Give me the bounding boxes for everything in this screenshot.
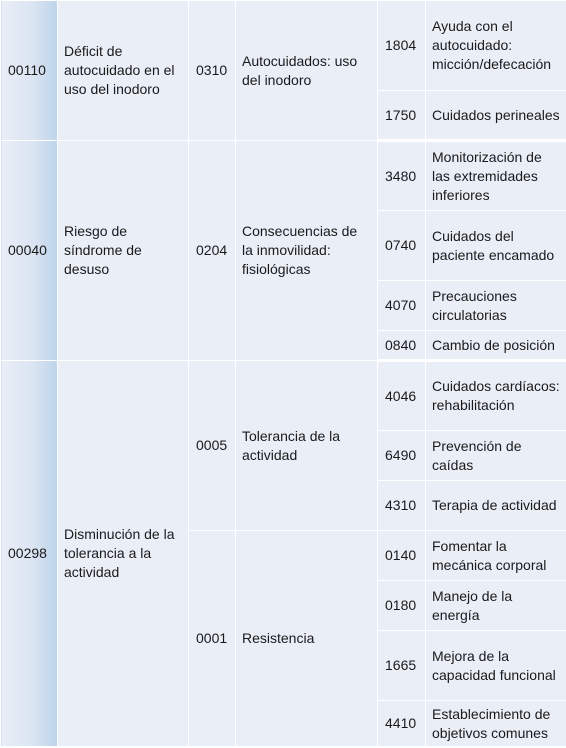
diagnosis-code: 00298 [1, 361, 58, 747]
intervention-label: Establecimiento de objetivos comunes [426, 701, 566, 747]
outcome-label: Consecuencias de la inmovilidad: fisiológicas [236, 141, 378, 361]
diagnosis-label: Riesgo de síndrome de desuso [58, 141, 189, 361]
intervention-code: 4070 [378, 281, 426, 331]
intervention-label: Mejora de la capacidad funcional [426, 631, 566, 701]
intervention-code: 6490 [378, 431, 426, 481]
intervention-code: 0840 [378, 331, 426, 361]
intervention-label: Monitorización de las extremidades inferiores [426, 141, 566, 211]
intervention-code: 1665 [378, 631, 426, 701]
intervention-code: 0140 [378, 531, 426, 581]
outcome-label: Resistencia [236, 531, 378, 747]
diagnosis-code: 00110 [1, 1, 58, 141]
intervention-code: 4046 [378, 361, 426, 431]
intervention-label: Fomentar la mecánica corporal [426, 531, 566, 581]
outcome-code: 0310 [189, 1, 236, 141]
intervention-label: Precauciones circulatorias [426, 281, 566, 331]
intervention-code: 4410 [378, 701, 426, 747]
intervention-code: 4310 [378, 481, 426, 531]
outcome-code: 0005 [189, 361, 236, 531]
intervention-label: Ayuda con el autocuidado: micción/defecación [426, 1, 566, 91]
intervention-code: 3480 [378, 141, 426, 211]
intervention-code: 0180 [378, 581, 426, 631]
intervention-label: Terapia de actividad [426, 481, 566, 531]
outcome-label: Autocuidados: uso del inodoro [236, 1, 378, 141]
intervention-label: Cuidados cardíacos: rehabilitación [426, 361, 566, 431]
intervention-code: 1804 [378, 1, 426, 91]
diagnosis-label: Déficit de autocuidado en el uso del inodoro [58, 1, 189, 141]
outcome-code: 0204 [189, 141, 236, 361]
intervention-label: Manejo de la energía [426, 581, 566, 631]
diagnosis-code: 00040 [1, 141, 58, 361]
diagnosis-label: Disminución de la tolerancia a la actividad [58, 361, 189, 747]
intervention-label: Cuidados perineales [426, 91, 566, 141]
intervention-code: 1750 [378, 91, 426, 141]
outcome-code: 0001 [189, 531, 236, 747]
intervention-label: Cambio de posición [426, 331, 566, 361]
intervention-label: Cuidados del paciente encamado [426, 211, 566, 281]
outcome-label: Tolerancia de la actividad [236, 361, 378, 531]
intervention-code: 0740 [378, 211, 426, 281]
intervention-label: Prevención de caídas [426, 431, 566, 481]
